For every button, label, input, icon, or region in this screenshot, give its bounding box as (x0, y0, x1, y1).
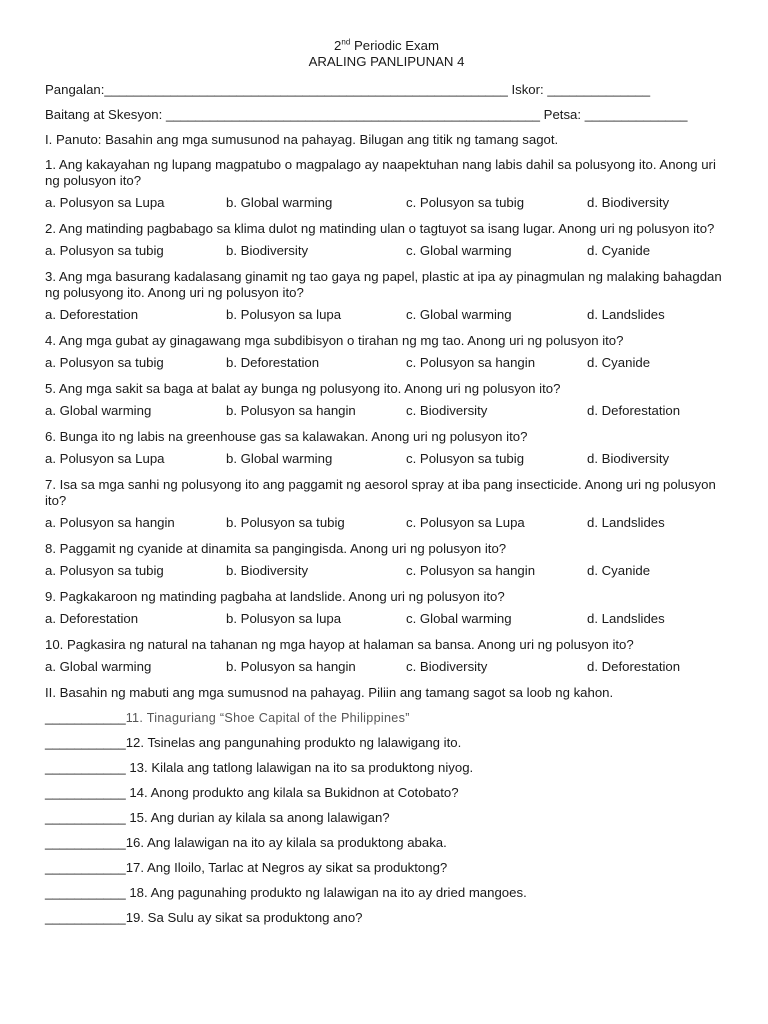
fill-in-item (45, 785, 728, 801)
choice-row (45, 195, 728, 211)
choice-row (45, 515, 728, 531)
choice-option[interactable]: b. Polusyon sa tubig (226, 515, 345, 530)
choice-option[interactable]: b. Polusyon sa hangin (226, 659, 356, 674)
choice-option[interactable]: a. Polusyon sa Lupa (45, 451, 165, 466)
item-text: 14. Anong produkto ang kilala sa Bukidnon at Cotobato? (125, 785, 459, 800)
choice-option[interactable]: d. Biodiversity (587, 451, 670, 466)
choice-option[interactable]: b. Deforestation (226, 355, 320, 370)
fill-in-item (45, 910, 728, 926)
part1-instructions: I. Panuto: Basahin ang mga sumusunod na pahayag. Bilugan ang titik ng tamang sagot. (45, 132, 559, 147)
choice-option[interactable]: c. Polusyon sa Lupa (406, 515, 525, 530)
choice-option[interactable]: a. Polusyon sa tubig (45, 563, 164, 578)
fill-in-item (45, 885, 728, 901)
choice-option[interactable]: a. Polusyon sa tubig (45, 355, 164, 370)
answer-blank[interactable]: ___________ (45, 885, 126, 900)
choice-option[interactable]: d. Cyanide (587, 243, 651, 258)
choice-option[interactable]: c. Global warming (406, 611, 512, 626)
choice-option[interactable]: b. Biodiversity (226, 243, 309, 258)
question-text: 10. Pagkasira ng natural na tahanan ng mga hayop at halaman sa bansa. Anong uri ng polusyon ito? (45, 637, 634, 652)
title-number: 2 (334, 38, 342, 53)
question-text: 3. Ang mga basurang kadalasang ginamit ng tao gaya ng papel, plastic at ipa ay pinagmulan ng malaking bahagdan ng polusyong ito. Anong uri ng polusyon ito? (45, 269, 722, 300)
answer-blank[interactable]: ___________ (45, 835, 126, 850)
choice-option[interactable]: b. Polusyon sa lupa (226, 307, 342, 322)
choice-option[interactable]: d. Cyanide (587, 355, 651, 370)
choice-option[interactable]: d. Deforestation (587, 659, 681, 674)
choice-option[interactable]: c. Biodiversity (406, 659, 488, 674)
answer-blank[interactable]: ___________ (45, 910, 126, 925)
item-text: 17. Ang Iloilo, Tarlac at Negros ay sikat sa produktong? (125, 860, 448, 875)
question-text: 1. Ang kakayahan ng lupang magpatubo o magpalago ay naapektuhan nang labis dahil sa polusyong ito. Anong uri ng polusyon ito? (45, 157, 716, 188)
answer-blank[interactable]: ___________ (45, 735, 126, 750)
choice-option[interactable]: c. Polusyon sa hangin (406, 355, 536, 370)
choice-row (45, 355, 728, 371)
choice-option[interactable]: b. Global warming (226, 195, 333, 210)
answer-blank[interactable]: ___________ (45, 710, 126, 725)
item-text: 13. Kilala ang tatlong lalawigan na ito sa produktong niyog. (125, 760, 474, 775)
choice-row (45, 307, 728, 323)
exam-title (45, 38, 728, 54)
choice-option[interactable]: a. Deforestation (45, 307, 139, 322)
question-text: 4. Ang mga gubat ay ginagawang mga subdibisyon o tirahan ng mg tao. Anong uri ng polusyon ito? (45, 333, 624, 348)
choice-option[interactable]: a. Polusyon sa hangin (45, 515, 175, 530)
part2-instructions: II. Basahin ng mabuti ang mga sumusnod na pahayag. Piliin ang tamang sagot sa loob ng kahon. (45, 685, 614, 700)
answer-blank[interactable]: ___________ (45, 860, 126, 875)
fill-in-item (45, 735, 728, 751)
question-text: 9. Pagkakaroon ng matinding pagbaha at landslide. Anong uri ng polusyon ito? (45, 589, 505, 604)
fill-in-item (45, 835, 728, 851)
question-text: 8. Paggamit ng cyanide at dinamita sa pangingisda. Anong uri ng polusyon ito? (45, 541, 507, 556)
choice-option[interactable]: d. Biodiversity (587, 195, 670, 210)
choice-option[interactable]: c. Global warming (406, 243, 512, 258)
choice-row (45, 243, 728, 259)
choice-option[interactable]: c. Polusyon sa tubig (406, 195, 525, 210)
choice-option[interactable]: d. Landslides (587, 515, 665, 530)
item-text: 16. Ang lalawigan na ito ay kilala sa produktong abaka. (125, 835, 447, 850)
choice-option[interactable]: d. Landslides (587, 611, 665, 626)
choice-option[interactable]: b. Polusyon sa hangin (226, 403, 356, 418)
choice-row (45, 611, 728, 627)
item-text: 11. Tinaguriang “Shoe Capital of the Philippines” (125, 711, 410, 725)
name-score-line: Pangalan:_______________________________________________________ Iskor: ______________ (45, 82, 651, 97)
question-text: 5. Ang mga sakit sa baga at balat ay bunga ng polusyong ito. Anong uri ng polusyon ito? (45, 381, 561, 396)
question-text: 6. Bunga ito ng labis na greenhouse gas sa kalawakan. Anong uri ng polusyon ito? (45, 429, 528, 444)
fill-in-item (45, 860, 728, 876)
choice-row (45, 403, 728, 419)
choice-option[interactable]: a. Global warming (45, 659, 152, 674)
question-text: 2. Ang matinding pagbabago sa klima dulot ng matinding ulan o tagtuyot sa isang lugar. Anong uri ng polusyon ito? (45, 221, 715, 236)
fill-in-item (45, 810, 728, 826)
choice-row (45, 563, 728, 579)
choice-option[interactable]: c. Global warming (406, 307, 512, 322)
item-text: 12. Tsinelas ang pangunahing produkto ng lalawigang ito. (125, 735, 462, 750)
choice-option[interactable]: a. Deforestation (45, 611, 139, 626)
item-text: 19. Sa Sulu ay sikat sa produktong ano? (125, 910, 363, 925)
choice-option[interactable]: c. Polusyon sa tubig (406, 451, 525, 466)
choice-option[interactable]: d. Cyanide (587, 563, 651, 578)
choice-option[interactable]: a. Polusyon sa tubig (45, 243, 164, 258)
title-rest: Periodic Exam (350, 38, 439, 53)
choice-option[interactable]: b. Polusyon sa lupa (226, 611, 342, 626)
question-list (45, 157, 728, 675)
choice-option[interactable]: a. Polusyon sa Lupa (45, 195, 165, 210)
choice-option[interactable]: b. Biodiversity (226, 563, 309, 578)
subject-title: ARALING PANLIPUNAN 4 (308, 54, 465, 69)
choice-option[interactable]: c. Biodiversity (406, 403, 488, 418)
item-text: 15. Ang durian ay kilala sa anong lalawigan? (125, 810, 390, 825)
choice-option[interactable]: d. Deforestation (587, 403, 681, 418)
fill-in-item (45, 710, 728, 726)
fill-in-item (45, 760, 728, 776)
fill-in-list (45, 710, 728, 926)
item-text: 18. Ang pagunahing produkto ng lalawigan na ito ay dried mangoes. (125, 885, 527, 900)
answer-blank[interactable]: ___________ (45, 810, 126, 825)
choice-option[interactable]: b. Global warming (226, 451, 333, 466)
answer-blank[interactable]: ___________ (45, 785, 126, 800)
choice-row (45, 451, 728, 467)
title-superscript: nd (341, 37, 351, 47)
question-text: 7. Isa sa mga sanhi ng polusyong ito ang paggamit ng aesorol spray at iba pang insecticide. Anong uri ng polusyon ito? (45, 477, 716, 508)
choice-option[interactable]: d. Landslides (587, 307, 665, 322)
answer-blank[interactable]: ___________ (45, 760, 126, 775)
choice-option[interactable]: c. Polusyon sa hangin (406, 563, 536, 578)
choice-row (45, 659, 728, 675)
grade-date-line: Baitang at Skesyon: ___________________________________________________ Petsa: ______________ (45, 107, 688, 122)
choice-option[interactable]: a. Global warming (45, 403, 152, 418)
